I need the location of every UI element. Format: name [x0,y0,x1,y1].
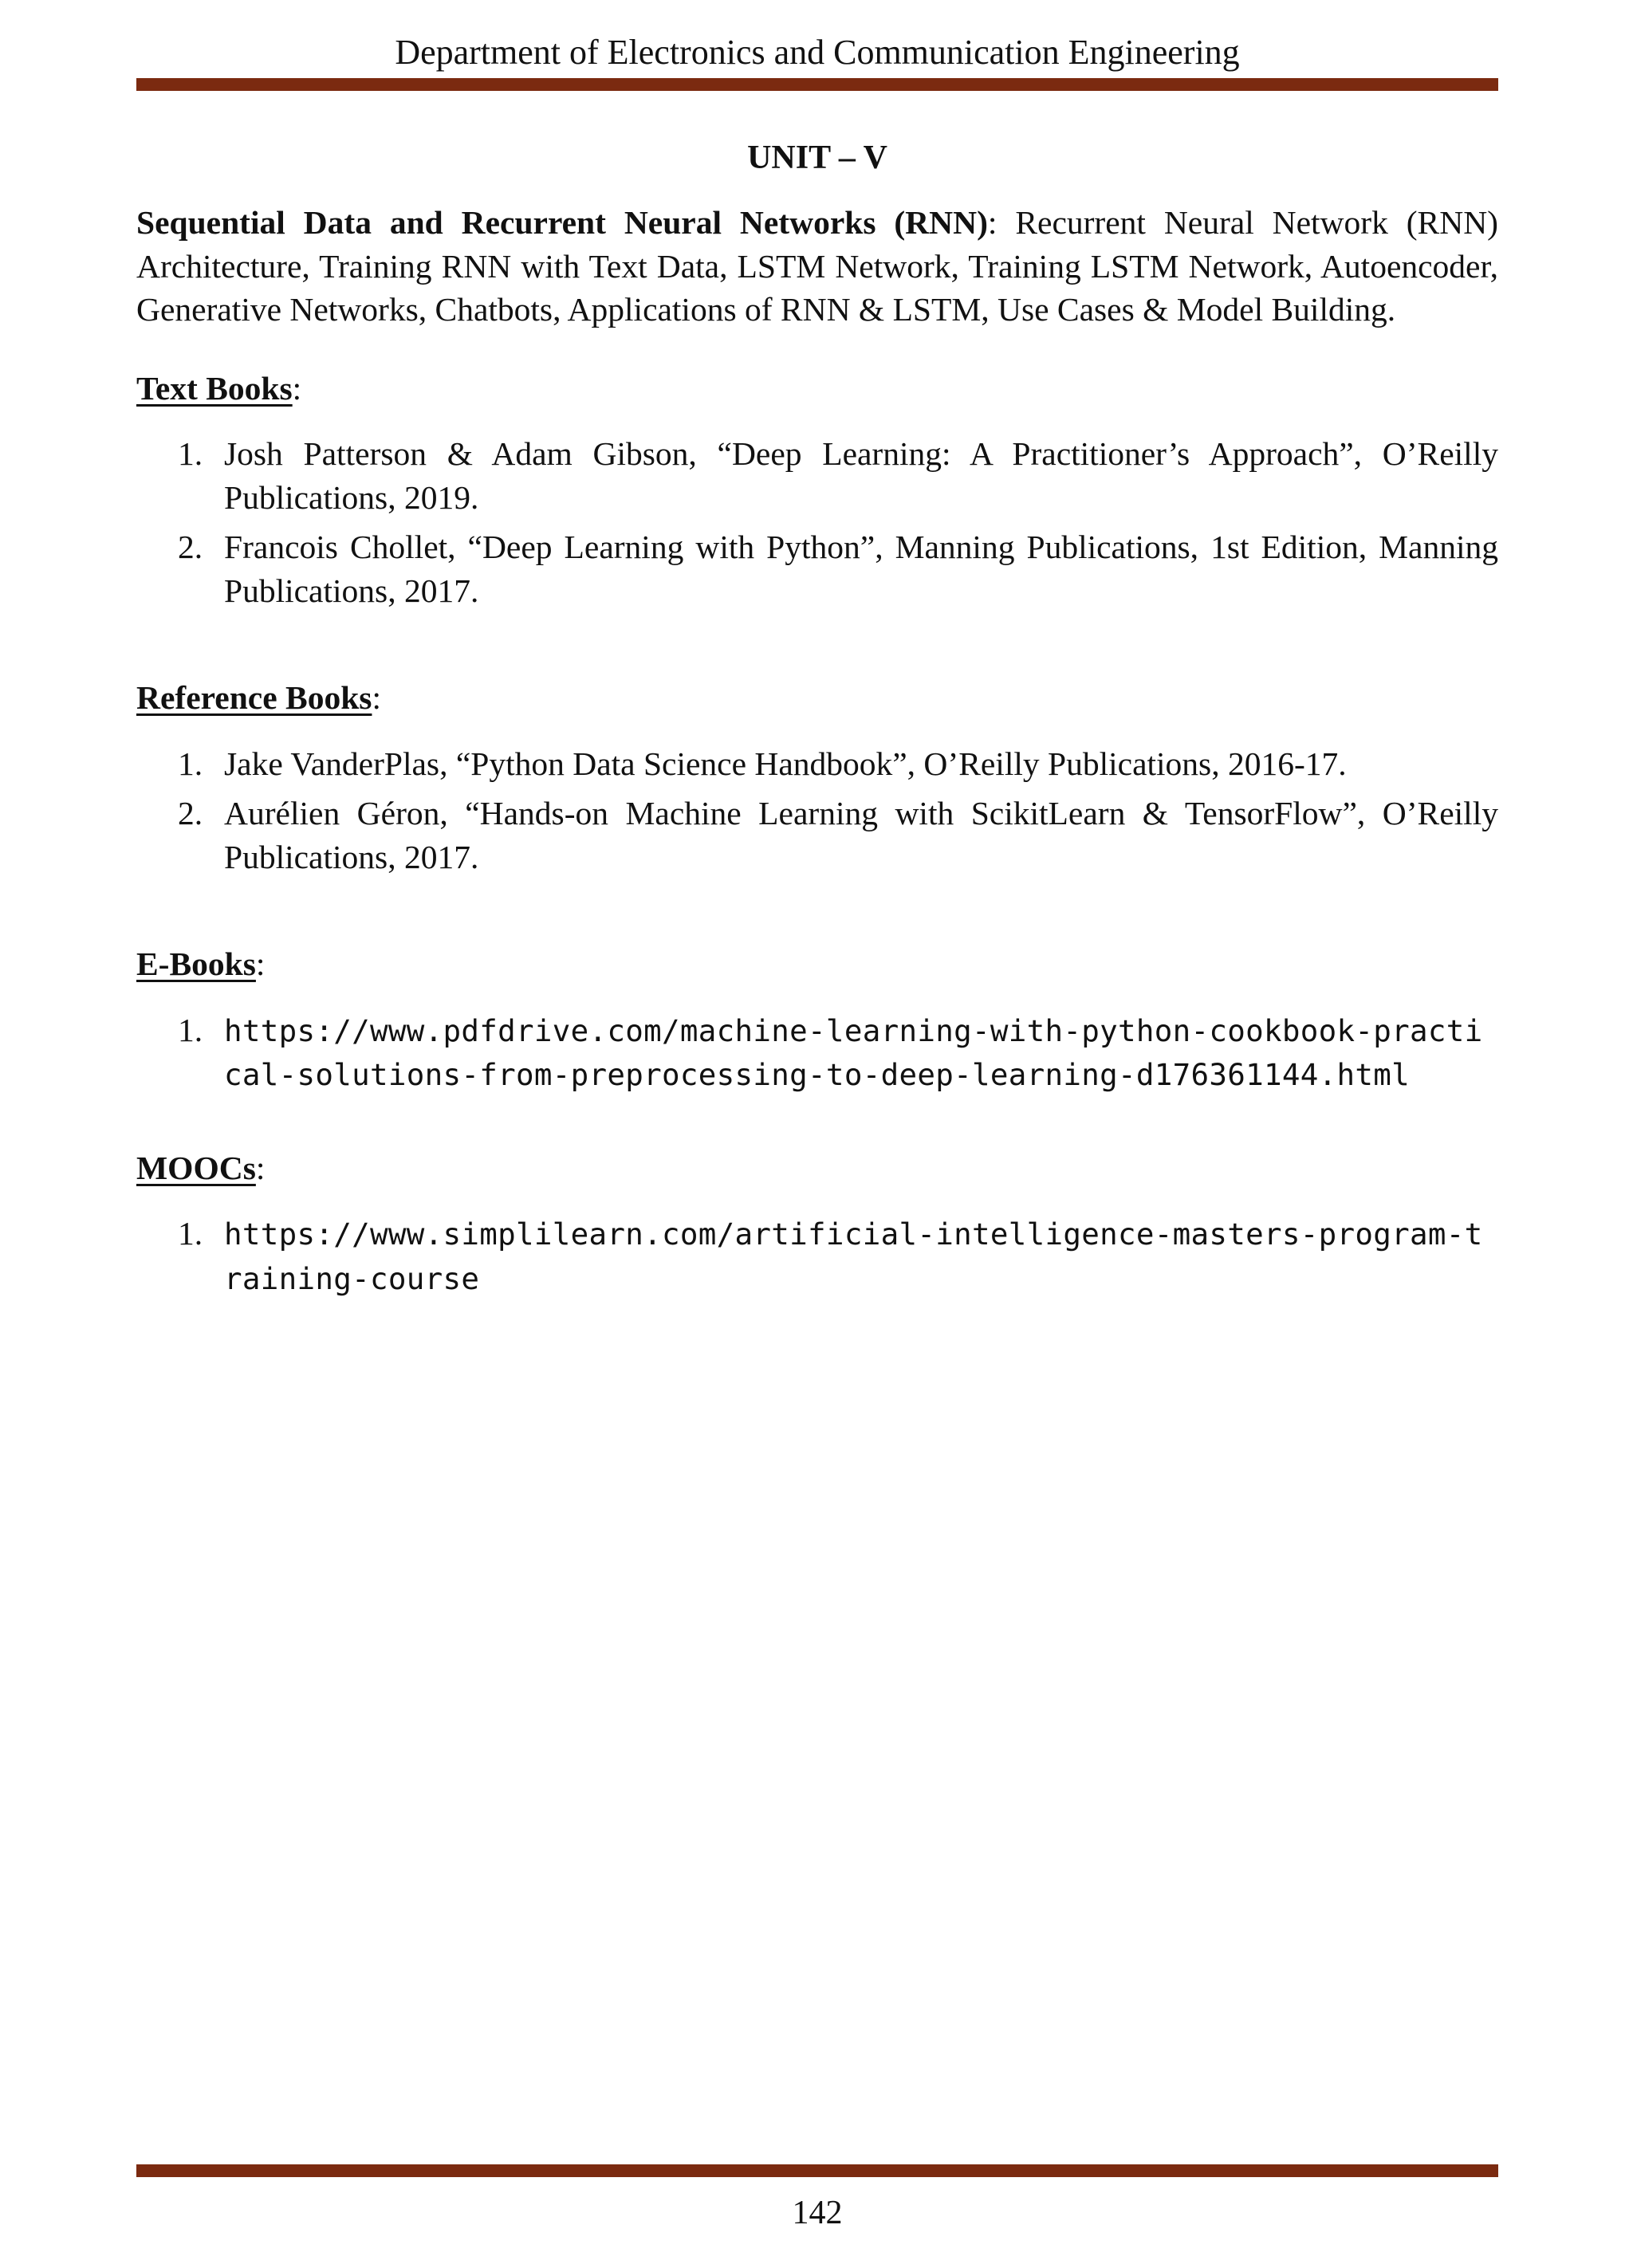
list-item: 1. https://www.simplilearn.com/artificial-intelligence-masters-program-training-course [178,1215,1483,1296]
list-item: 1. Josh Patterson & Adam Gibson, “Deep Learning: A Practitioner’s Approach”, O’Reilly Publications, 2019. [178,435,1498,516]
unit-title: UNIT – V [747,140,887,176]
unit-topic-list: : Recurrent Neural Network (RNN) Architecture, Training RNN with Text Data, LSTM Network, Training LSTM Network, Autoencoder, Generative Networks, Chatbots, Applications of RNN & LSTM, Use Cases & Model Building. [136,204,1498,328]
list-item: 2. Aurélien Géron, “Hands-on Machine Learning with ScikitLearn & TensorFlow”, O’Reilly Publications, 2017. [178,795,1498,875]
moocs-heading-label: MOOCs [136,1149,256,1186]
text-book-entry: Josh Patterson & Adam Gibson, “Deep Learning: A Practitioner’s Approach”, O’Reilly Publications, 2019. [224,435,1498,516]
unit-syllabus-paragraph [136,201,1498,332]
list-item: 1. Jake VanderPlas, “Python Data Science Handbook”, O’Reilly Publications, 2016-17. [178,745,1347,782]
text-books-heading-label: Text Books [136,369,293,407]
moocs-heading: MOOCs: [136,1149,266,1186]
list-item: 2. Francois Chollet, “Deep Learning with Python”, Manning Publications, 1st Edition, Manning Publications, 2017. [178,529,1498,609]
reference-book-entry: Jake VanderPlas, “Python Data Science Handbook”, O’Reilly Publications, 2016-17. [224,745,1347,782]
ebooks-heading-label: E-Books [136,945,256,982]
unit-topic-title: Sequential Data and Recurrent Neural Networks (RNN) [136,204,988,241]
page-number: 142 [792,2195,843,2231]
footer-rule [136,2164,1498,2177]
list-item: 1. https://www.pdfdrive.com/machine-learning-with-python-cookbook-practical-solutions-from-preprocessing-to-deep-learning-d176361144.html [178,1011,1483,1092]
reference-books-list [136,742,1498,879]
mooc-link[interactable]: https://www.simplilearn.com/artificial-intelligence-masters-program-training-course [224,1217,1483,1296]
ebooks-heading: E-Books: [136,945,266,982]
text-book-entry: Francois Chollet, “Deep Learning with Python”, Manning Publications, 1st Edition, Manning Publications, 2017. [224,529,1498,609]
header-rule [136,78,1498,91]
text-books-list [136,432,1498,612]
page-content [136,134,1498,1300]
moocs-list [136,1212,1498,1300]
text-books-heading: Text Books: [136,369,302,407]
ebooks-list [136,1008,1498,1097]
reference-books-heading: Reference Books: [136,679,381,716]
page-header-department: Department of Electronics and Communication Engineering [395,33,1240,72]
ebook-link[interactable]: https://www.pdfdrive.com/machine-learning-with-python-cookbook-practical-solutions-from-preprocessing-to-deep-learning-d176361144.html [224,1012,1483,1092]
reference-book-entry: Aurélien Géron, “Hands-on Machine Learning with ScikitLearn & TensorFlow”, O’Reilly Publications, 2017. [224,795,1498,875]
reference-books-heading-label: Reference Books [136,679,372,716]
